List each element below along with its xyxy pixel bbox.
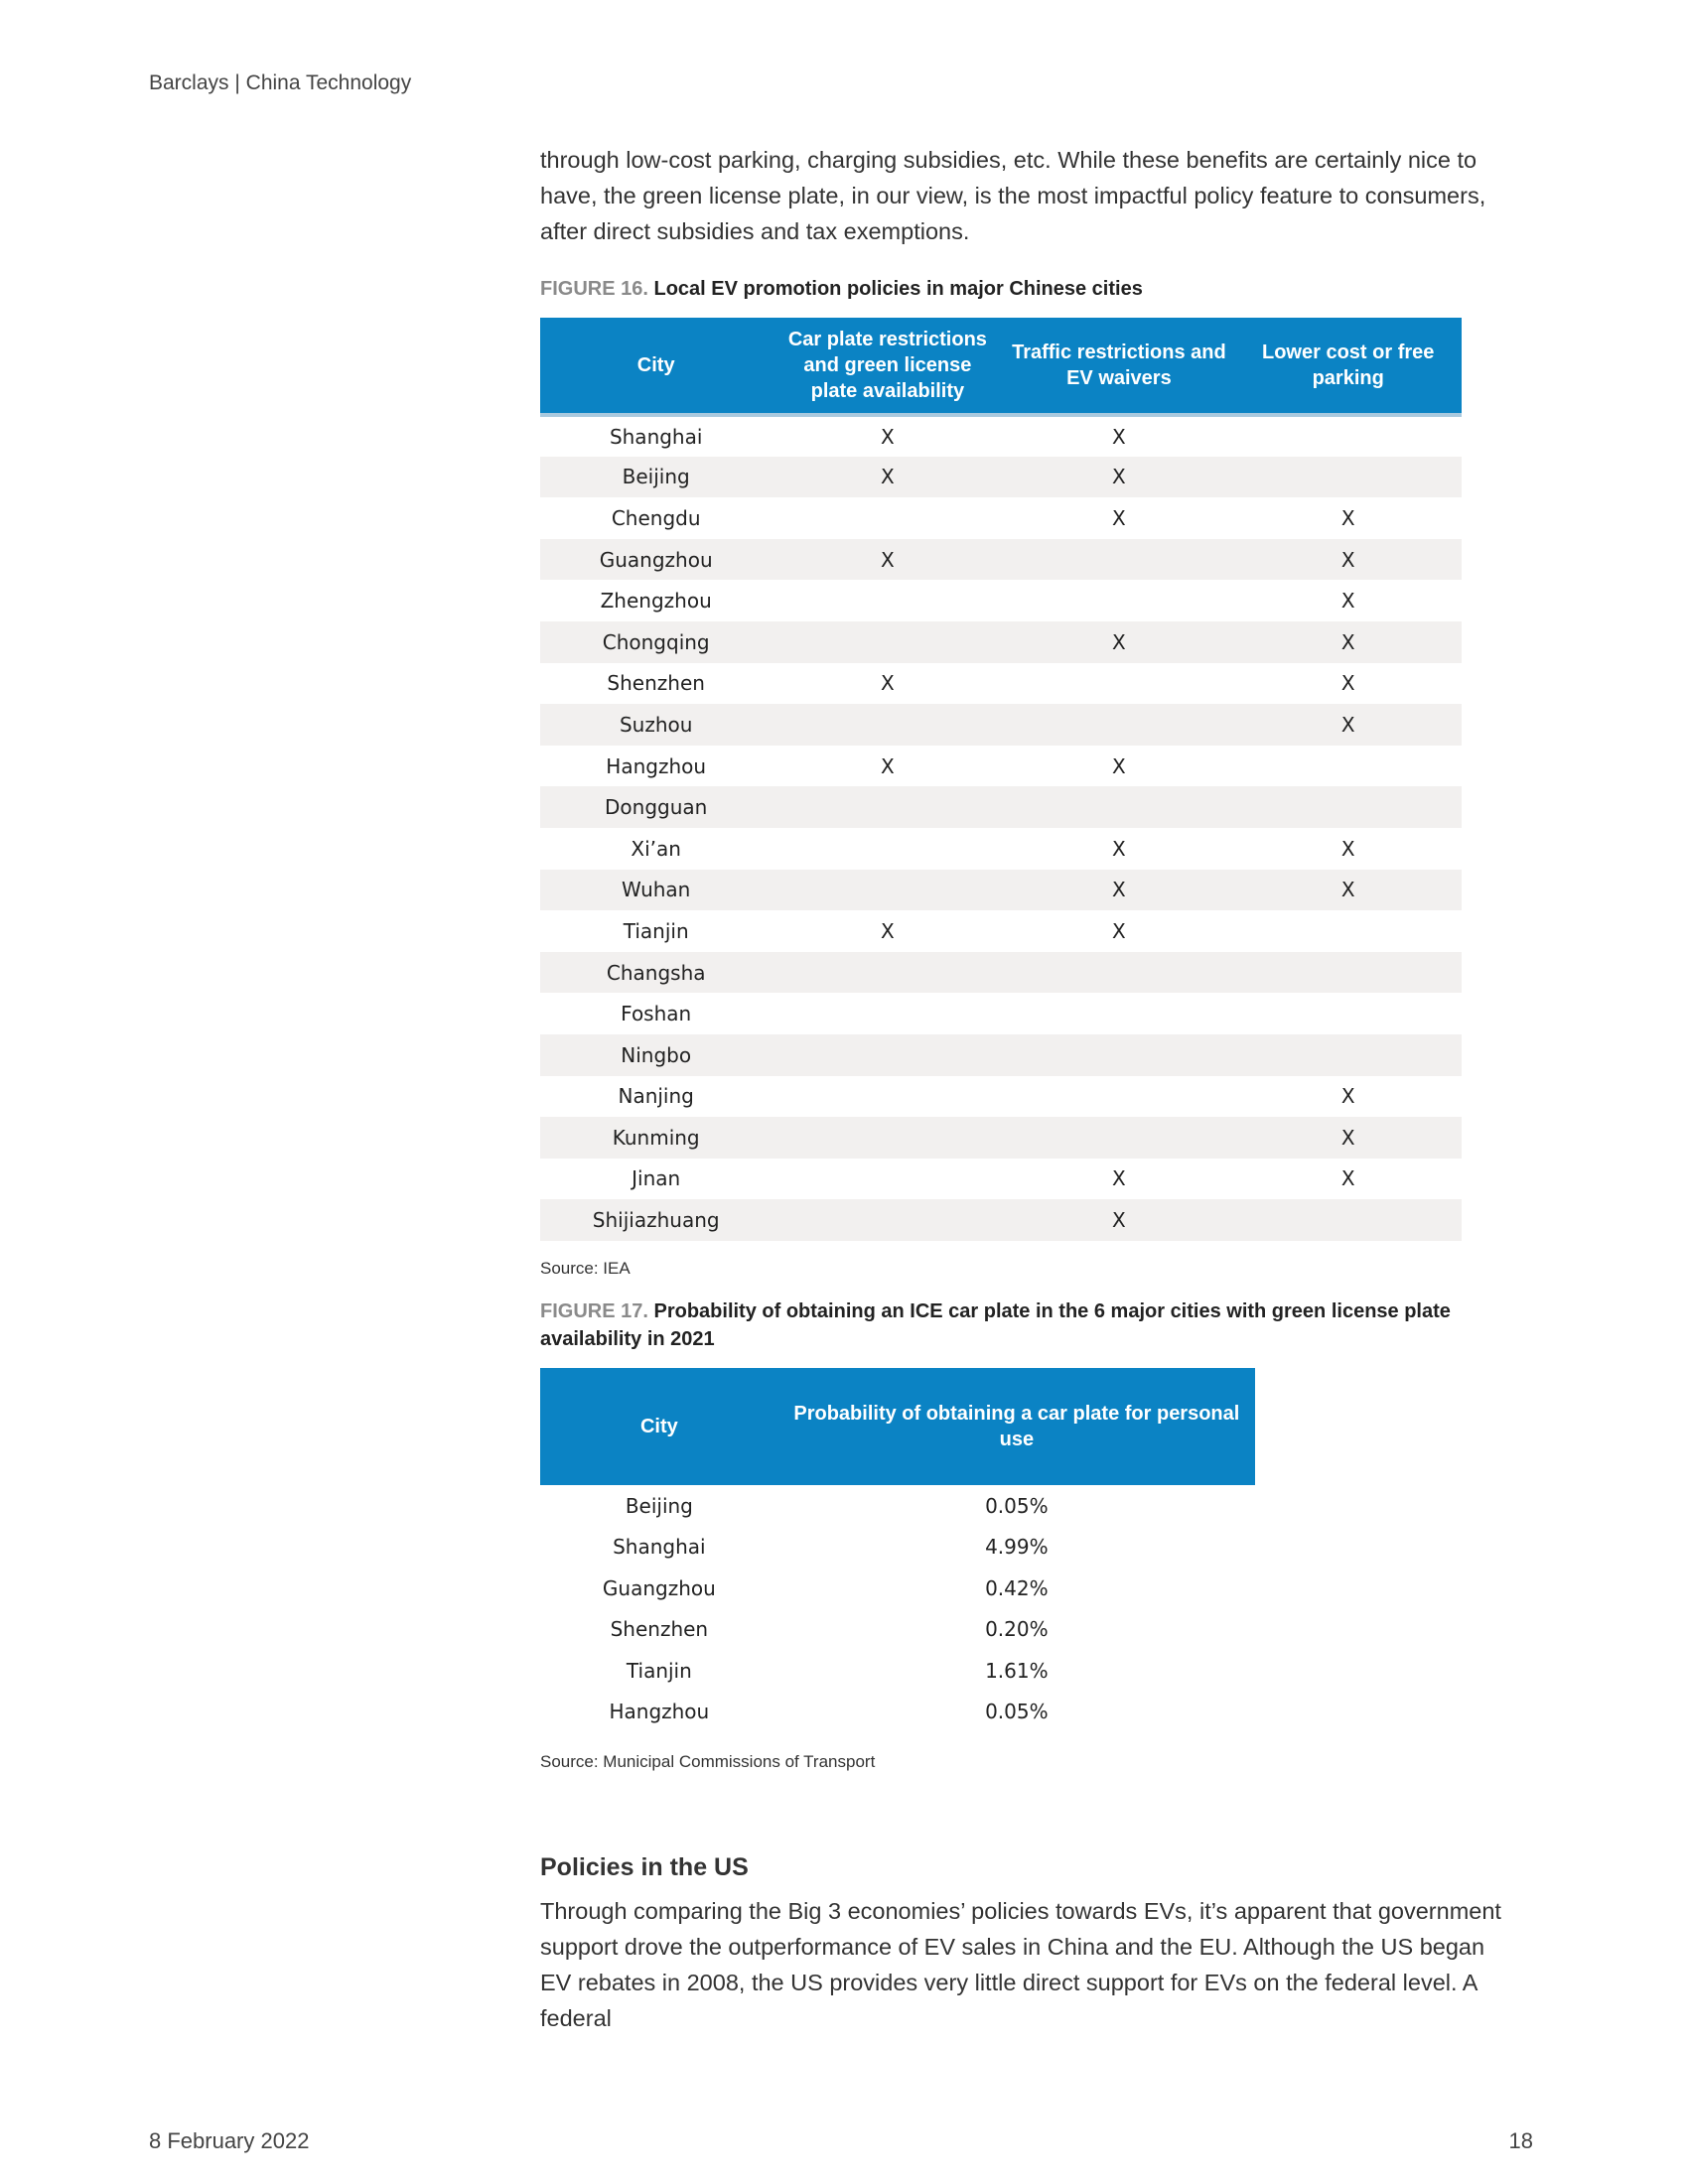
table-row: [540, 704, 1462, 746]
plate-restriction-cell: [772, 1076, 1003, 1118]
table-row: [540, 580, 1462, 621]
traffic-restriction-cell: X: [1003, 457, 1234, 498]
table-row: [540, 1076, 1462, 1118]
plate-probability-table: [540, 1368, 1255, 1732]
table-row: [540, 539, 1462, 581]
ev-policy-header-row: [540, 318, 1462, 415]
figure-17-number: FIGURE 17.: [540, 1300, 648, 1322]
table-row: [540, 1117, 1462, 1159]
column-header-city: City: [540, 318, 772, 415]
city-cell: Shanghai: [609, 424, 703, 449]
plate-restriction-cell: [772, 704, 1003, 746]
plate-restriction-cell: [772, 952, 1003, 994]
traffic-restriction-cell: X: [1112, 918, 1126, 943]
city-cell: Guangzhou: [540, 539, 772, 581]
plate-restriction-cell: [772, 786, 1003, 828]
figure-17-title: Probability of obtaining an ICE car plate in the 6 major cities with green license plate availability in 2021: [540, 1300, 1451, 1350]
figure-16-caption: [540, 275, 1493, 303]
probability-cell: 0.42%: [778, 1568, 1255, 1609]
parking-cell: X: [1340, 589, 1355, 614]
table-row: [540, 1199, 1462, 1241]
table-row: [540, 1609, 1255, 1651]
plate-restriction-cell: X: [772, 539, 1003, 581]
table-row: [540, 1159, 1462, 1200]
figure-17-source: Source: Municipal Commissions of Transport: [540, 1752, 876, 1771]
footer-date: 8 February 2022: [149, 2128, 310, 2153]
city-cell: Chengdu: [611, 505, 701, 530]
traffic-restriction-cell: [1003, 704, 1234, 746]
parking-cell: X: [1234, 1117, 1462, 1159]
traffic-restriction-cell: [1003, 1076, 1234, 1118]
plate-restriction-cell: [772, 1034, 1003, 1076]
probability-cell: 0.05%: [778, 1485, 1255, 1527]
city-cell: Shenzhen: [607, 671, 705, 696]
parking-cell: X: [1340, 671, 1355, 696]
page-number: 18: [1508, 2128, 1533, 2153]
parking-cell: X: [1340, 836, 1355, 861]
parking-cell: [1234, 786, 1462, 828]
plate-probability-header-row: [540, 1368, 1255, 1485]
probability-cell: 4.99%: [778, 1527, 1255, 1569]
table-row: [540, 497, 1462, 539]
traffic-restriction-cell: [1003, 663, 1234, 705]
table-row: [540, 1692, 1255, 1733]
traffic-restriction-cell: [1003, 786, 1234, 828]
traffic-restriction-cell: X: [1112, 424, 1126, 449]
figure-16-number: FIGURE 16.: [540, 278, 648, 300]
traffic-restriction-cell: [1003, 539, 1234, 581]
table-row: [540, 910, 1462, 952]
table-row: [540, 952, 1462, 994]
plate-restriction-cell: [772, 1117, 1003, 1159]
column-header-probability: Probability of obtaining a car plate for personal use: [778, 1368, 1255, 1485]
column-header-traffic-restrictions: Traffic restrictions and EV waivers: [1003, 318, 1234, 415]
city-cell: Shenzhen: [540, 1609, 778, 1651]
ev-policy-table: [540, 318, 1462, 1241]
figure-16-title: Local EV promotion policies in major Chinese cities: [653, 278, 1143, 300]
parking-cell: [1234, 1034, 1462, 1076]
table-row: [540, 870, 1462, 911]
figure-16-source: Source: IEA: [540, 1259, 631, 1278]
traffic-restriction-cell: X: [1003, 1199, 1234, 1241]
plate-restriction-cell: X: [881, 753, 895, 778]
traffic-restriction-cell: [1003, 1034, 1234, 1076]
plate-restriction-cell: [772, 580, 1003, 621]
plate-restriction-cell: X: [881, 918, 895, 943]
table-row: [540, 993, 1462, 1034]
city-cell: Hangzhou: [540, 1692, 778, 1733]
city-cell: Kunming: [540, 1117, 772, 1159]
parking-cell: [1234, 952, 1462, 994]
city-cell: Suzhou: [540, 704, 772, 746]
city-cell: Xi’an: [631, 836, 681, 861]
section-heading: Policies in the US: [540, 1853, 749, 1881]
column-header-plate-restrictions: Car plate restrictions and green license plate availability: [772, 318, 1003, 415]
plate-restriction-cell: X: [881, 424, 895, 449]
traffic-restriction-cell: [1003, 580, 1234, 621]
parking-cell: [1234, 746, 1462, 787]
city-cell: Ningbo: [540, 1034, 772, 1076]
header-brand: Barclays | China Technology: [149, 71, 412, 94]
city-cell: Shijiazhuang: [540, 1199, 772, 1241]
city-cell: Chongqing: [540, 621, 772, 663]
plate-restriction-cell: X: [881, 671, 895, 696]
parking-cell: X: [1234, 621, 1462, 663]
city-cell: Beijing: [540, 1485, 778, 1527]
figure-17-caption: [540, 1297, 1493, 1353]
city-cell: Guangzhou: [540, 1568, 778, 1609]
city-cell: Tianjin: [540, 1650, 778, 1692]
table-row: [540, 1485, 1255, 1527]
table-row: [540, 621, 1462, 663]
city-cell: Hangzhou: [606, 753, 707, 778]
plate-restriction-cell: [772, 1159, 1003, 1200]
parking-cell: [1234, 910, 1462, 952]
column-header-city: City: [540, 1368, 778, 1485]
traffic-restriction-cell: X: [1112, 1166, 1126, 1191]
city-cell: Wuhan: [540, 870, 772, 911]
traffic-restriction-cell: [1003, 1117, 1234, 1159]
traffic-restriction-cell: [1003, 993, 1234, 1034]
table-row: [540, 1527, 1255, 1569]
city-cell: Shanghai: [540, 1527, 778, 1569]
plate-restriction-cell: X: [772, 457, 1003, 498]
city-cell: Tianjin: [623, 918, 689, 943]
plate-restriction-cell: [772, 1199, 1003, 1241]
parking-cell: X: [1234, 870, 1462, 911]
city-cell: Foshan: [621, 1002, 692, 1026]
table-row: [540, 828, 1462, 870]
parking-cell: X: [1340, 1084, 1355, 1109]
city-cell: Jinan: [632, 1166, 681, 1191]
table-row: [540, 457, 1462, 498]
plate-restriction-cell: [772, 828, 1003, 870]
table-row: [540, 663, 1462, 705]
section-body: Through comparing the Big 3 economies’ policies towards EVs, it’s apparent that government support drove the outperformance of EV sales in China and the EU. Although the US began EV rebates in 2008, the US provides very little direct support for EVs on the federal level. A federal: [540, 1898, 1501, 2031]
column-header-parking: Lower cost or free parking: [1234, 318, 1462, 415]
city-cell: Nanjing: [618, 1084, 694, 1109]
parking-cell: X: [1234, 704, 1462, 746]
probability-cell: 1.61%: [778, 1650, 1255, 1692]
table-row: [540, 1034, 1462, 1076]
plate-restriction-cell: [772, 993, 1003, 1034]
plate-restriction-cell: [772, 497, 1003, 539]
probability-cell: 0.20%: [778, 1609, 1255, 1651]
table-row: [540, 1650, 1255, 1692]
parking-cell: X: [1340, 505, 1355, 530]
parking-cell: X: [1234, 539, 1462, 581]
parking-cell: [1234, 993, 1462, 1034]
traffic-restriction-cell: X: [1112, 836, 1126, 861]
table-row: [540, 1568, 1255, 1609]
table-row: [540, 746, 1462, 787]
plate-restriction-cell: [772, 621, 1003, 663]
parking-cell: [1234, 457, 1462, 498]
table-row: [540, 786, 1462, 828]
intro-paragraph: through low-cost parking, charging subsidies, etc. While these benefits are certainly nice to have, the green license plate, in our view, is the most impactful policy feature to consumers, after direct subsidies and tax exemptions.: [540, 147, 1486, 244]
parking-cell: [1234, 415, 1462, 457]
parking-cell: X: [1340, 1166, 1355, 1191]
city-cell: Zhengzhou: [600, 589, 712, 614]
city-cell: Beijing: [540, 457, 772, 498]
table-row: [540, 415, 1462, 457]
plate-restriction-cell: [772, 870, 1003, 911]
parking-cell: [1234, 1199, 1462, 1241]
traffic-restriction-cell: [1003, 952, 1234, 994]
traffic-restriction-cell: X: [1112, 753, 1126, 778]
city-cell: Dongguan: [540, 786, 772, 828]
traffic-restriction-cell: X: [1003, 621, 1234, 663]
traffic-restriction-cell: X: [1003, 870, 1234, 911]
probability-cell: 0.05%: [778, 1692, 1255, 1733]
city-cell: Changsha: [540, 952, 772, 994]
traffic-restriction-cell: X: [1112, 505, 1126, 530]
